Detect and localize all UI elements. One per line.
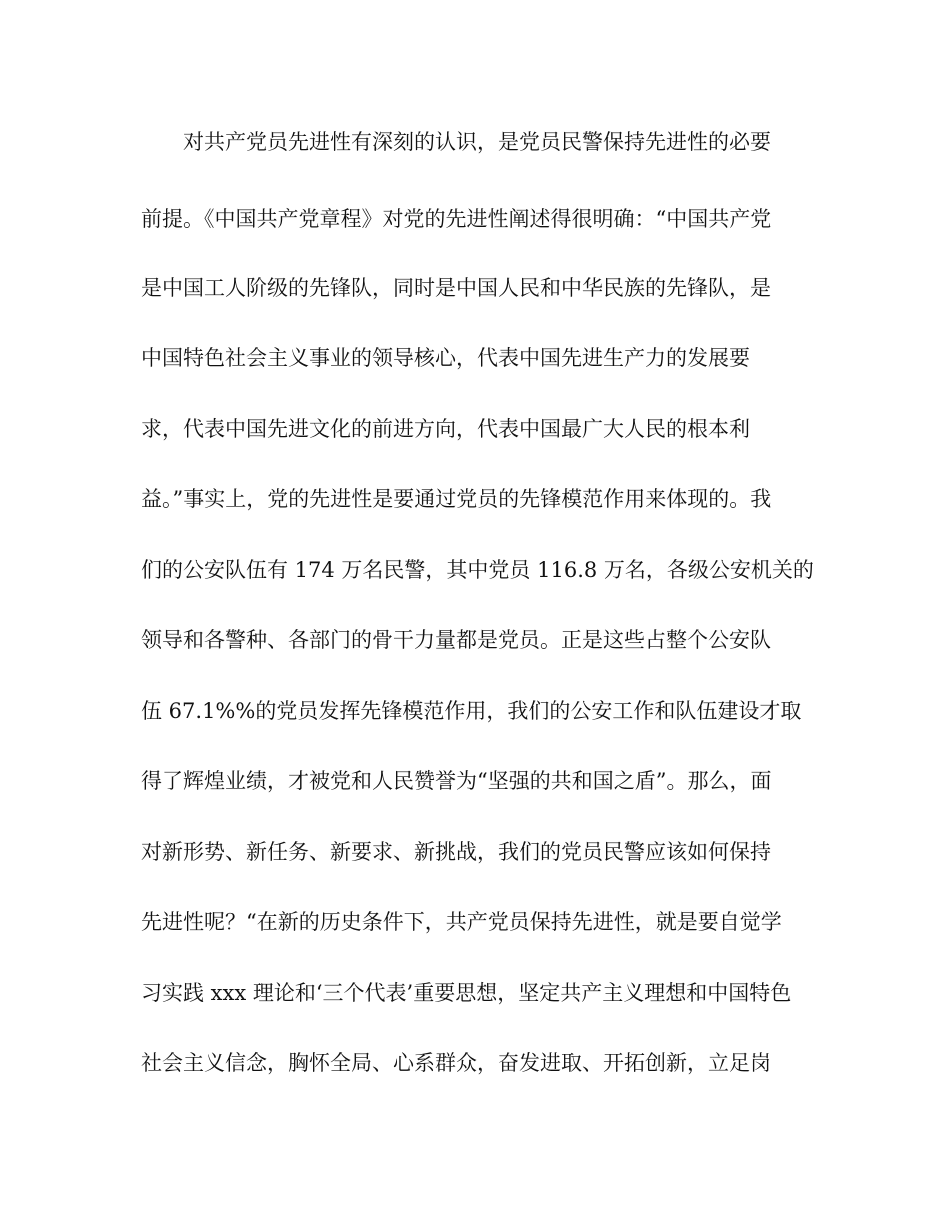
paragraph-line-10: 得了辉煌业绩，才被党和人民赞誉为“坚强的共和国之盾”。那么，面: [141, 769, 772, 793]
paragraph-line-9: 伍 67.1%%的党员发挥先锋模范作用，我们的公安工作和队伍建设才取: [141, 699, 802, 723]
paragraph-line-4: 中国特色社会主义事业的领导核心，代表中国先进生产力的发展要: [141, 346, 750, 370]
paragraph-line-7: 们的公安队伍有 174 万名民警，其中党员 116.8 万名，各级公安机关的: [141, 558, 814, 582]
paragraph-line-5: 求，代表中国先进文化的前进方向，代表中国最广大人民的根本利: [141, 417, 750, 441]
paragraph-line-2: 前提。《中国共产党章程》对党的先进性阐述得很明确：“中国共产党: [141, 207, 772, 231]
paragraph-line-14: 社会主义信念，胸怀全局、心系群众，奋发进取、开拓创新，立足岗: [141, 1051, 771, 1075]
paragraph-line-11: 对新形势、新任务、新要求、新挑战，我们的党员民警应该如何保持: [141, 840, 771, 864]
paragraph-line-1: 对共产党员先进性有深刻的认识，是党员民警保持先进性的必要: [141, 130, 771, 154]
paragraph-line-13: 习实践 xxx 理论和‘三个代表’重要思想，坚定共产主义理想和中国特色: [141, 981, 792, 1005]
paragraph-line-6: 益。”事实上，党的先进性是要通过党员的先锋模范作用来体现的。我: [141, 487, 772, 511]
paragraph-line-12: 先进性呢？“在新的历史条件下，共产党员保持先进性，就是要自觉学: [141, 910, 782, 934]
paragraph-line-8: 领导和各警种、各部门的骨干力量都是党员。正是这些占整个公安队: [141, 628, 771, 652]
paragraph-line-3: 是中国工人阶级的先锋队，同时是中国人民和中华民族的先锋队，是: [141, 276, 771, 300]
